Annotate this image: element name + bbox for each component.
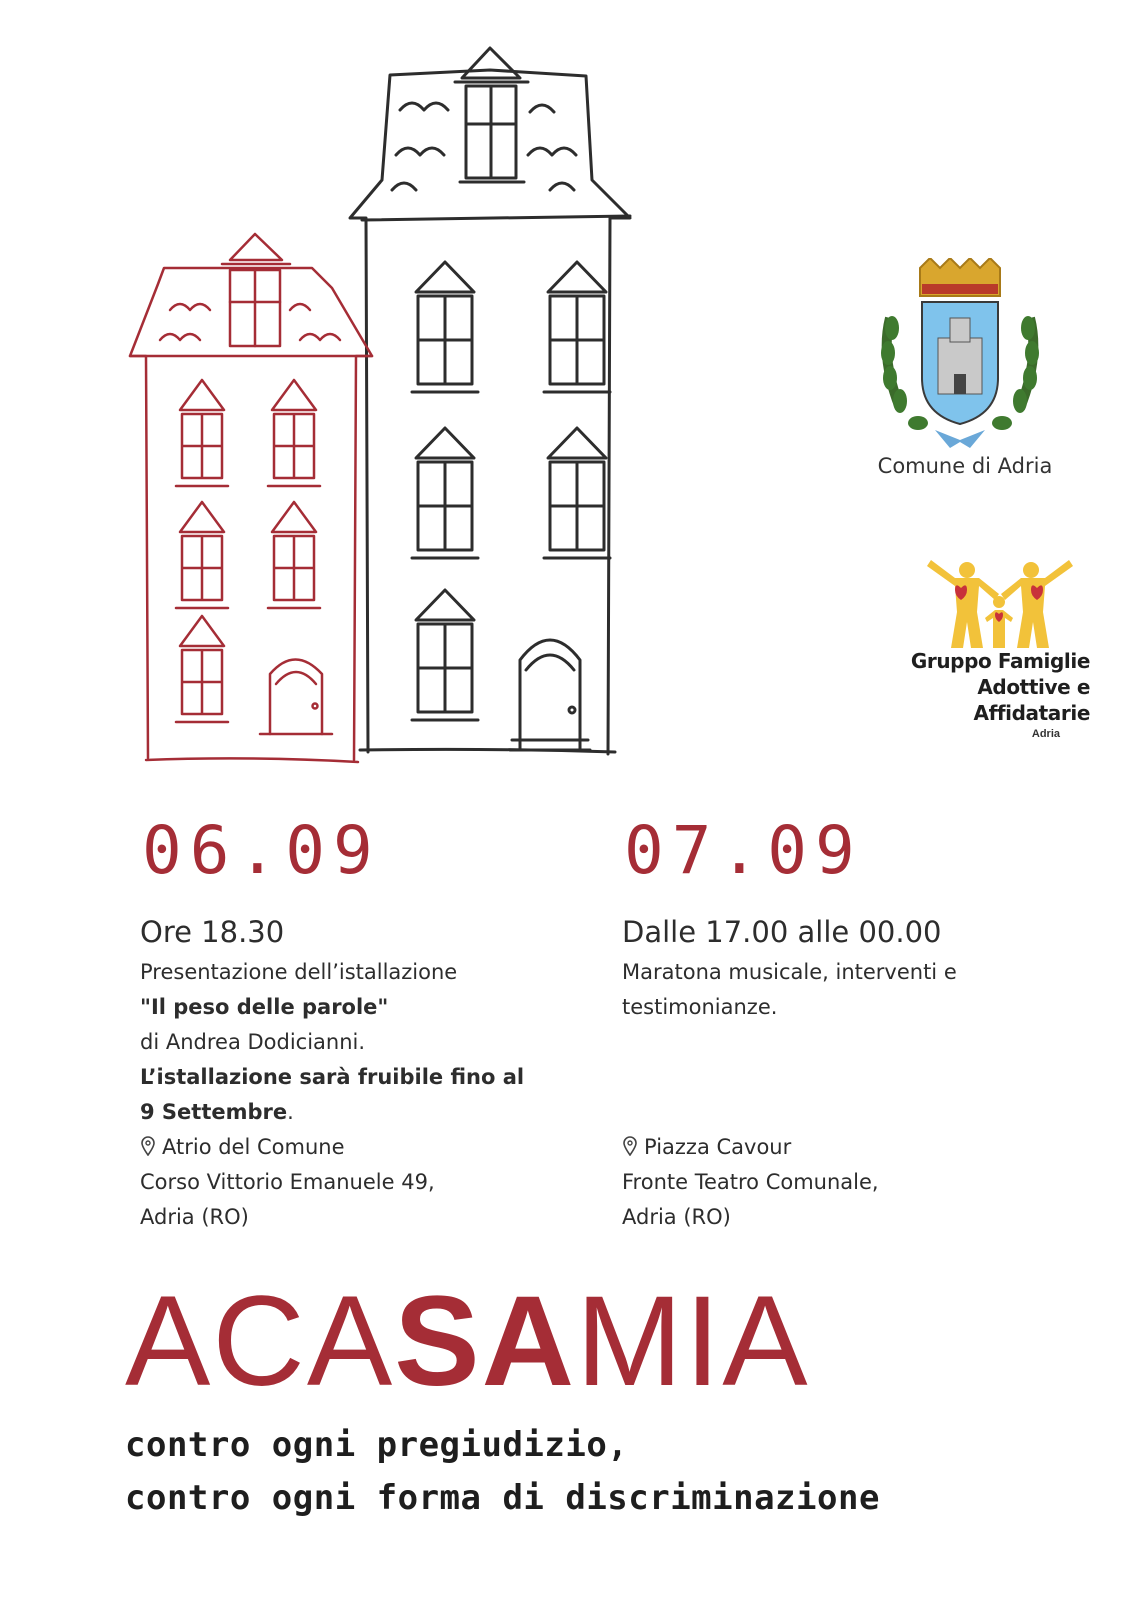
association-name xyxy=(760,648,1090,726)
event-1-place xyxy=(140,1130,610,1165)
title-sa: SA xyxy=(394,1270,576,1413)
association-line-1: Gruppo Famiglie xyxy=(910,649,1090,673)
installation-title: "Il peso delle parole" xyxy=(140,995,389,1019)
event-2-place xyxy=(622,1130,1042,1165)
end-date-punct: . xyxy=(287,1100,294,1124)
slogan-line-1: contro ogni pregiudizio, xyxy=(125,1425,629,1465)
event-2-place-label: Piazza Cavour xyxy=(644,1135,792,1159)
poster-title xyxy=(125,1270,810,1413)
window-sketch xyxy=(544,428,610,558)
event-1-place-label: Atrio del Comune xyxy=(162,1135,345,1159)
event-2-time: Dalle 17.00 alle 00.00 xyxy=(622,915,942,949)
event-1-details xyxy=(140,915,610,1235)
window-sketch xyxy=(412,428,478,558)
event-2-details xyxy=(622,915,1042,1235)
event-1-availability: L’istallazione sarà fruibile fino al xyxy=(140,1065,525,1089)
houses-illustration xyxy=(110,20,730,780)
comune-di-adria-crest-icon xyxy=(880,258,1040,454)
title-aca: ACA xyxy=(125,1270,395,1413)
event-1-time: Ore 18.30 xyxy=(140,915,285,949)
small-house-drawing xyxy=(130,234,372,762)
association-city: Adria xyxy=(1031,728,1060,740)
event-2-city: Adria (RO) xyxy=(622,1205,731,1229)
comune-label: Comune di Adria xyxy=(877,454,1053,478)
window-sketch xyxy=(412,262,478,392)
window-sketch xyxy=(268,502,320,608)
window-sketch xyxy=(176,380,228,486)
event-2-date: 07.09 xyxy=(624,812,863,889)
event-1-date: 06.09 xyxy=(142,812,381,889)
event-2-description-2: testimonianze. xyxy=(622,995,778,1019)
event-2-address: Fronte Teatro Comunale, xyxy=(622,1170,879,1194)
window-sketch xyxy=(176,502,228,608)
family-figures-icon xyxy=(925,560,1075,650)
location-pin-icon xyxy=(622,1136,638,1156)
association-line-2: Adottive e xyxy=(977,675,1090,699)
window-sketch xyxy=(412,590,478,720)
event-1-city: Adria (RO) xyxy=(140,1205,249,1229)
event-1-address: Corso Vittorio Emanuele 49, xyxy=(140,1170,435,1194)
tall-house-drawing xyxy=(350,48,630,754)
window-sketch xyxy=(176,616,228,722)
spacer xyxy=(622,1025,1042,1130)
title-part-1 xyxy=(125,1270,576,1413)
event-1-end-date xyxy=(140,1095,610,1130)
window-sketch xyxy=(268,380,320,486)
slogan-line-2: contro ogni forma di discriminazione xyxy=(125,1478,880,1518)
window-sketch xyxy=(544,262,610,392)
end-date-bold: 9 Settembre xyxy=(140,1100,288,1124)
location-pin-icon xyxy=(140,1136,156,1156)
event-1-author: di Andrea Dodicianni. xyxy=(140,1030,366,1054)
title-part-2: MIA xyxy=(576,1270,810,1413)
event-2-description-1: Maratona musicale, interventi e xyxy=(622,960,957,984)
association-line-3: Affidatarie xyxy=(973,701,1090,725)
event-1-description: Presentazione dell’istallazione xyxy=(140,960,458,984)
